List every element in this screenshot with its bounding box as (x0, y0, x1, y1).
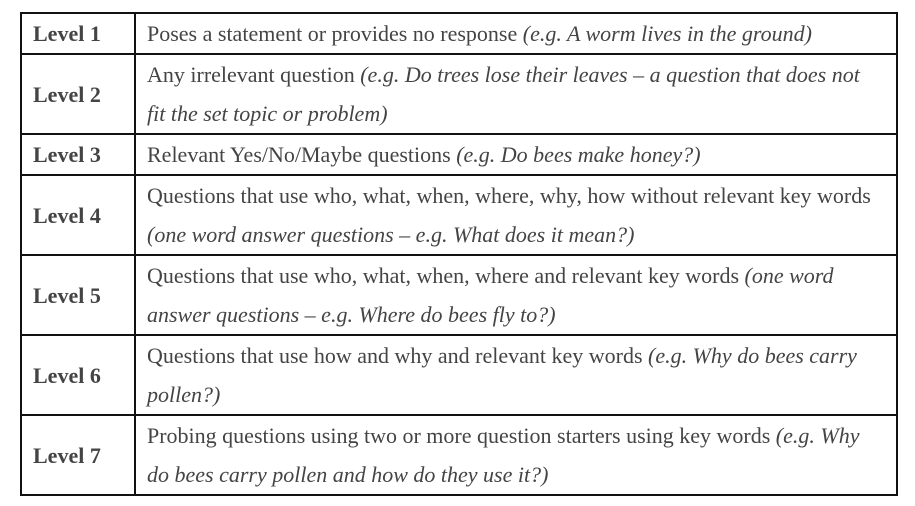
example-text: (e.g. Why do bees carry pollen and how do they use it?) (147, 423, 860, 487)
example-text: (e.g. Why do bees carry pollen?) (147, 343, 857, 407)
questioning-levels-table (20, 12, 898, 496)
description-text: Questions that use how and why and relevant key words (147, 343, 649, 368)
example-text: (e.g. Do bees make honey?) (456, 142, 701, 167)
level-description (135, 415, 897, 495)
level-description (135, 175, 897, 255)
level-label: Level 1 (21, 13, 135, 54)
table-row (21, 175, 897, 255)
table-row (21, 54, 897, 134)
level-description (135, 134, 897, 175)
description-text: Questions that use who, what, when, where, why, how without relevant key words (147, 183, 871, 208)
example-text: (e.g. A worm lives in the ground) (522, 21, 812, 46)
level-description (135, 54, 897, 134)
description-text: Questions that use who, what, when, where and relevant key words (147, 263, 745, 288)
example-text: (one word answer questions – e.g. Where do bees fly to?) (147, 263, 834, 327)
level-label: Level 6 (21, 335, 135, 415)
table-row (21, 134, 897, 175)
description-text: Probing questions using two or more question starters using key words (147, 423, 776, 448)
level-label: Level 4 (21, 175, 135, 255)
level-label: Level 3 (21, 134, 135, 175)
example-text: (e.g. Do trees lose their leaves – a question that does not fit the set topic or problem) (147, 62, 860, 126)
level-label: Level 7 (21, 415, 135, 495)
description-text: Poses a statement or provides no response (147, 21, 523, 46)
table-row (21, 13, 897, 54)
table-row (21, 255, 897, 335)
level-description (135, 335, 897, 415)
description-text: Relevant Yes/No/Maybe questions (147, 142, 457, 167)
example-text: (one word answer questions – e.g. What does it mean?) (147, 222, 635, 247)
level-label: Level 2 (21, 54, 135, 134)
table-row (21, 415, 897, 495)
level-label: Level 5 (21, 255, 135, 335)
level-description (135, 13, 897, 54)
description-text: Any irrelevant question (147, 62, 361, 87)
table-row (21, 335, 897, 415)
level-description (135, 255, 897, 335)
